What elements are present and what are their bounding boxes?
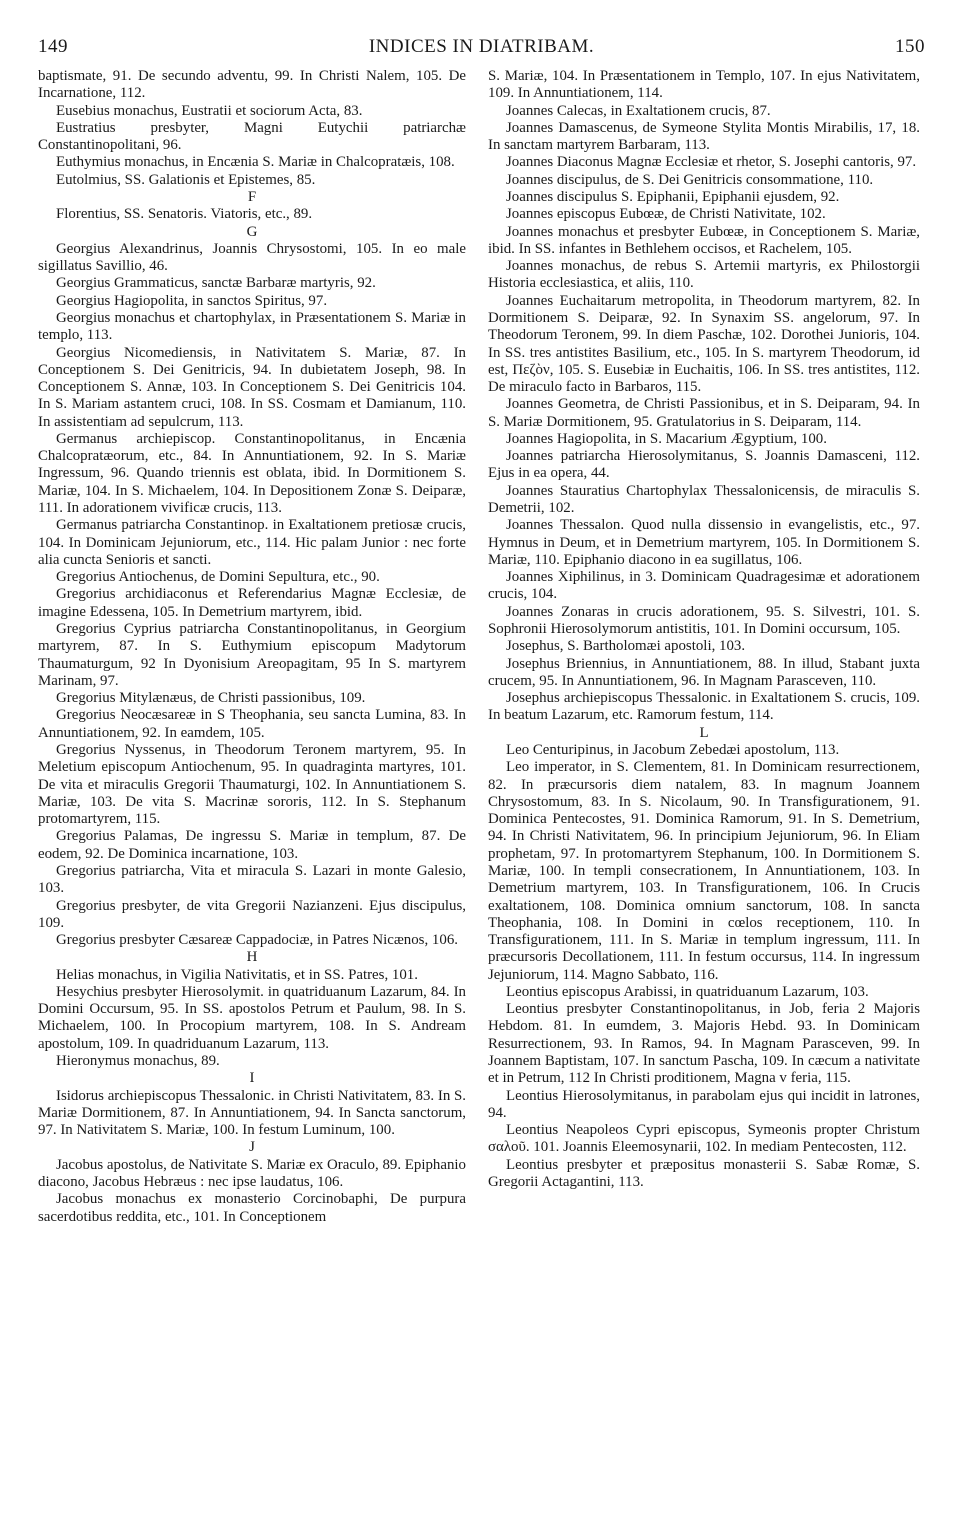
- index-entry: Joannes monachus et presbyter Eubœæ, in Conceptionem S. Mariæ, ibid. In SS. infantes in Bethlehem occisos, et Rachelem, 105.: [488, 223, 920, 257]
- index-entry: Eusebius monachus, Eustratii et sociorum Acta, 83.: [56, 102, 363, 119]
- index-entry: Gregorius patriarcha, Vita et miracula S. Lazari in monte Galesio, 103.: [38, 862, 466, 897]
- section-letter: G: [246, 223, 258, 240]
- continued-entry: S. Mariæ, 104. In Præsentationem in Templo, 107. In ejus Nativitatem, 109. In Annuntiationem, 114.: [488, 68, 920, 102]
- index-entry: Leontius episcopus Arabissi, in quatriduanum Lazarum, 103.: [506, 983, 869, 1000]
- index-entry: Gregorius Neocæsareæ in S Theophania, seu sancta Lumina, 83. In Annuntiationem, 92. In eamdem, 105.: [38, 707, 466, 741]
- index-entry: Joannes Geometra, de Christi Passionibus, et in S. Deiparam, 94. In S. Mariæ Dormitionem, 95. Gratulatorius in S. Deiparam, 114.: [488, 396, 920, 430]
- index-entry: Leontius Neapoleos Cypri episcopus, Symeonis propter Christum σαλοῦ. 101. Joannis Eleemosynarii, 102. In mediam Pentecosten, 112.: [488, 1122, 920, 1156]
- page-number-right: 150: [895, 36, 925, 57]
- index-entry: Hieronymus monachus, 89.: [56, 1053, 220, 1070]
- index-entry: Josephus Briennius, in Annuntiationem, 88. In illud, Stabant juxta crucem, 95. In Annuntiationem, 96. In Magnam Parasceven, 110.: [488, 655, 920, 689]
- index-entry: Joannes episcopus Eubœæ, de Christi Nativitate, 102.: [506, 206, 826, 223]
- index-entry: Joannes Damascenus, de Symeone Stylita Montis Mirabilis, 17, 18. In sanctam martyrem Barbaram, 113.: [488, 119, 920, 154]
- index-entry: Gregorius Mitylænæus, de Christi passionibus, 109.: [56, 690, 366, 707]
- index-entry: Gregorius presbyter Cæsareæ Cappadociæ, in Patres Nicænos, 106.: [56, 932, 458, 949]
- index-entry: Isidorus archiepiscopus Thessalonic. in Christi Nativitatem, 83. In S. Mariæ Dormitionem, 87. In Annuntiationem, 94. In Sancta sanctorum, 97. In Nativitatem S. Mariæ, 100. In festum Luminum, 100.: [38, 1087, 466, 1139]
- index-entry: Euthymius monachus, in Encænia S. Mariæ in Chalcopratæis, 108.: [56, 154, 455, 171]
- index-entry: Joannes Zonaras in crucis adorationem, 95. S. Silvestri, 101. S. Sophronii Hierosolymorum antistitis, 101. In Domini occursum, 105.: [488, 603, 920, 637]
- index-entry: Joannes discipulus S. Epiphanii, Epiphanii ejusdem, 92.: [506, 188, 840, 205]
- index-entry: Joannes Diaconus Magnæ Ecclesiæ et rhetor, S. Josephi cantoris, 97.: [506, 154, 917, 171]
- index-entry: Eustratius presbyter, Magni Eutychii patriarchæ Constantinopolitani, 96.: [38, 119, 466, 154]
- index-entry: Josephus, S. Bartholomæi apostoli, 103.: [506, 638, 746, 655]
- index-entry: Georgius monachus et chartophylax, in Præsentationem S. Mariæ in templo, 113.: [38, 309, 466, 344]
- index-entry: Joannes patriarcha Hierosolymitanus, S. Joannis Damasceni, 112. Ejus in ea opera, 44.: [488, 448, 920, 482]
- index-entry: Joannes Thessalon. Quod nulla dissensio in evangelistis, etc., 97. Hymnus in Deum, et in Demetrium martyrem, 105. In Dormitionem S. Mariæ, 110. Epiphanio diacono in ea sugillatus, 106.: [488, 517, 920, 568]
- continued-entry: baptismate, 91. De secundo adventu, 99. In Christi Nalem, 105. De Incarnatione, 112.: [38, 68, 466, 102]
- left-column: [38, 68, 466, 1226]
- section-letter: F: [247, 188, 257, 205]
- index-entry: Leo Centuripinus, in Jacobum Zebedæi apostolum, 113.: [506, 741, 840, 758]
- index-entry: Helias monachus, in Vigilia Nativitatis, et in SS. Patres, 101.: [56, 966, 418, 983]
- index-entry: Florentius, SS. Senatoris. Viatoris, etc., 89.: [56, 206, 313, 223]
- index-entry: Gregorius Nyssenus, in Theodorum Teronem martyrem, 95. In Meletium episcopum Antiochenum, 95. In quadraginta martyres, 101. De vita et miraculis Gregorii Thaumaturgi, 102. In Annuntiationem S. Mariæ, 103. De vita S. Macrinæ sororis, 112. In S. Stephanum protomartyrem, 115.: [38, 741, 466, 828]
- index-entry: Leontius presbyter Constantinopolitanus, in Job, feria 2 Majoris Hebdom. 81. In eumdem, 3. Majoris Hebd. 93. In Dominicam Resurrectionem, 93. In Ramos, 94. In Magnam Parasceven, 99. In Joannem Baptistam, 107. In sanctum Pascha, 109. In cæcum a nativitate et in Petrum, 112 In Christi proditionem, Magna v feria, 115.: [488, 1001, 920, 1087]
- index-entry: Gregorius Palamas, De ingressu S. Mariæ in templum, 87. De eodem, 92. De Dominica incarnatione, 103.: [38, 828, 466, 862]
- index-entry: Joannes Calecas, in Exaltationem crucis, 87.: [506, 102, 771, 119]
- index-entry: Joannes Hagiopolita, in S. Macarium Ægyptium, 100.: [506, 430, 827, 447]
- index-entry: Hesychius presbyter Hierosolymit. in quatriduanum Lazarum, 84. In Domini Occursum, 95. In SS. apostolos Petrum et Paulum, 98. In S. Michaelem, 100. In Procopium martyrem, 108. In S. Andream apostolum, 109. In quadriduanum Lazarum, 113.: [38, 983, 466, 1052]
- index-entry: Joannes Stauratius Chartophylax Thessalonicensis, de miraculis S. Demetrii, 102.: [488, 482, 920, 517]
- index-entry: Germanus patriarcha Constantinop. in Exaltationem pretiosæ crucis, 104. In Dominicam Jejuniorum, etc., 114. Hic palam Junior : nec forte alia cuncta Senioris et sancti.: [38, 517, 466, 568]
- page-number-left: 149: [38, 36, 68, 57]
- index-entry: Joannes monachus, de rebus S. Artemii martyris, ex Philostorgii Historia ecclesiastica, et aliis, 110.: [488, 258, 920, 292]
- index-entry: Leontius Hierosolymitanus, in parabolam ejus qui incidit in latrones, 94.: [488, 1087, 920, 1121]
- index-entry: Joannes discipulus, de S. Dei Genitricis consommatione, 110.: [506, 171, 874, 188]
- index-entry: Georgius Hagiopolita, in sanctos Spiritus, 97.: [56, 292, 328, 309]
- index-entry: Georgius Grammaticus, sanctæ Barbaræ martyris, 92.: [56, 275, 376, 292]
- index-entry: Joannes Euchaitarum metropolita, in Theodorum martyrem, 82. In Dormitionem S. Deiparæ, 92. In Synaxim SS. angelorum, 97. In Theodorum Teronem, 99. In diem Paschæ, 102. Dorothei Junioris, 104. In SS. tres antistites Basilium, etc., 105. In S. martyrem Theodorum, id est, Πεζὸν, 105. S. Eusebiæ in Euchaitis, 106. In SS. tres antistites, 112. De miraculo facto in Barbaros, 115.: [488, 292, 920, 396]
- index-entry: Georgius Nicomediensis, in Nativitatem S. Mariæ, 87. In Conceptionem S. Dei Genitricis, 94. In dubietatem Joseph, 98. In Conceptionem S. Annæ, 103. In Conceptionem S. Dei Genitricis 104. In S. Mariam astantem cruci, 108. In SS. Cosmam et Damianum, 110. In assistentiam ad sepulcrum, 113.: [38, 344, 466, 430]
- section-letter: I: [249, 1070, 255, 1087]
- index-entry: Gregorius Cyprius patriarcha Constantinopolitanus, in Georgium martyrem, 87. In S. Euthymium episcopum Madytorum Thaumaturgum, 92 In Dyonisium Areopagitam, 95 In S. martyrem Marinam, 97.: [38, 621, 466, 689]
- index-entry: Jacobus apostolus, de Nativitate S. Mariæ ex Oraculo, 89. Epiphanio diacono, Jacobus Hebræus : nec ipse laudatus, 106.: [38, 1156, 466, 1190]
- index-entry: Gregorius presbyter, de vita Gregorii Nazianzeni. Ejus discipulus, 109.: [38, 897, 466, 931]
- index-entry: Joannes Xiphilinus, in 3. Dominicam Quadragesimæ et adorationem crucis, 104.: [488, 569, 920, 603]
- index-entry: Jacobus monachus ex monasterio Corcinobaphi, De purpura sacerdotibus reddita, etc., 101. In Conceptionem: [38, 1191, 466, 1225]
- section-letter: L: [699, 724, 709, 741]
- index-entry: Leontius presbyter et præpositus monasterii S. Sabæ Romæ, S. Gregorii Actagantini, 113.: [488, 1156, 920, 1190]
- index-entry: Gregorius Antiochenus, de Domini Sepultura, etc., 90.: [56, 569, 380, 586]
- section-letter: J: [249, 1139, 255, 1156]
- running-title: INDICES IN DIATRIBAM.: [368, 36, 595, 57]
- index-entry: Georgius Alexandrinus, Joannis Chrysostomi, 105. In eo male sigillatus Savillio, 46.: [38, 240, 466, 275]
- index-entry: Leo imperator, in S. Clementem, 81. In Dominicam resurrectionem, 82. In præcursoris diem natalem, 83. In magnum Joannem Chrysostomum, 83. In S. Nicolaum, 90. In Transfigurationem, 91. Dominica Pentecostes, 91. Dominica Ramorum, 91. In S. Demetrium, 94. In Christi Nativitatem, 96. In principium Jejuniorum, 96. In Eliam prophetam, 97. In protomartyrem Stephanum, 100. In Dormitionem S. Mariæ, 100. In templi consecrationem, In Annuntiationem, 103. In Demetrium martyrem, 103. In Transfigurationem, 106. In Crucis exaltationem, 108. Dominica omnium sanctorum, 108. In sancta Theophania, 108. In Domini in cœlos receptionem, 110. In Transfigurationem, 111. In S. Mariæ in templum ingressum, 111. In præcursoris Decollationem, 111. In festum occursus, 114. In ingressum Jejuniorum, 114. Magno Sabbato, 116.: [488, 759, 920, 983]
- index-entry: Eutolmius, SS. Galationis et Epistemes, 85.: [56, 171, 316, 188]
- index-entry: Josephus archiepiscopus Thessalonic. in Exaltationem S. crucis, 109. In beatum Lazarum, etc. Ramorum festum, 114.: [488, 690, 920, 724]
- page-header: [38, 36, 925, 62]
- index-entry: Gregorius archidiaconus et Referendarius Magnæ Ecclesiæ, de imagine Edessena, 105. In Demetrium martyrem, ibid.: [38, 586, 466, 620]
- index-entry: Germanus archiepiscop. Constantinopolitanus, in Encænia Chalcopratæorum, etc., 84. In Annuntiationem, 92. In S. Mariæ Ingressum, 96. Quando triennis est oblata, ibid. In Dormitionem S. Mariæ, 104. In S. Michaelem, 104. In Depositionem Zonæ S. Deiparæ, 111. In adorationem vivificæ crucis, 113.: [38, 430, 466, 517]
- right-column: [488, 68, 920, 1191]
- section-letter: H: [246, 949, 258, 966]
